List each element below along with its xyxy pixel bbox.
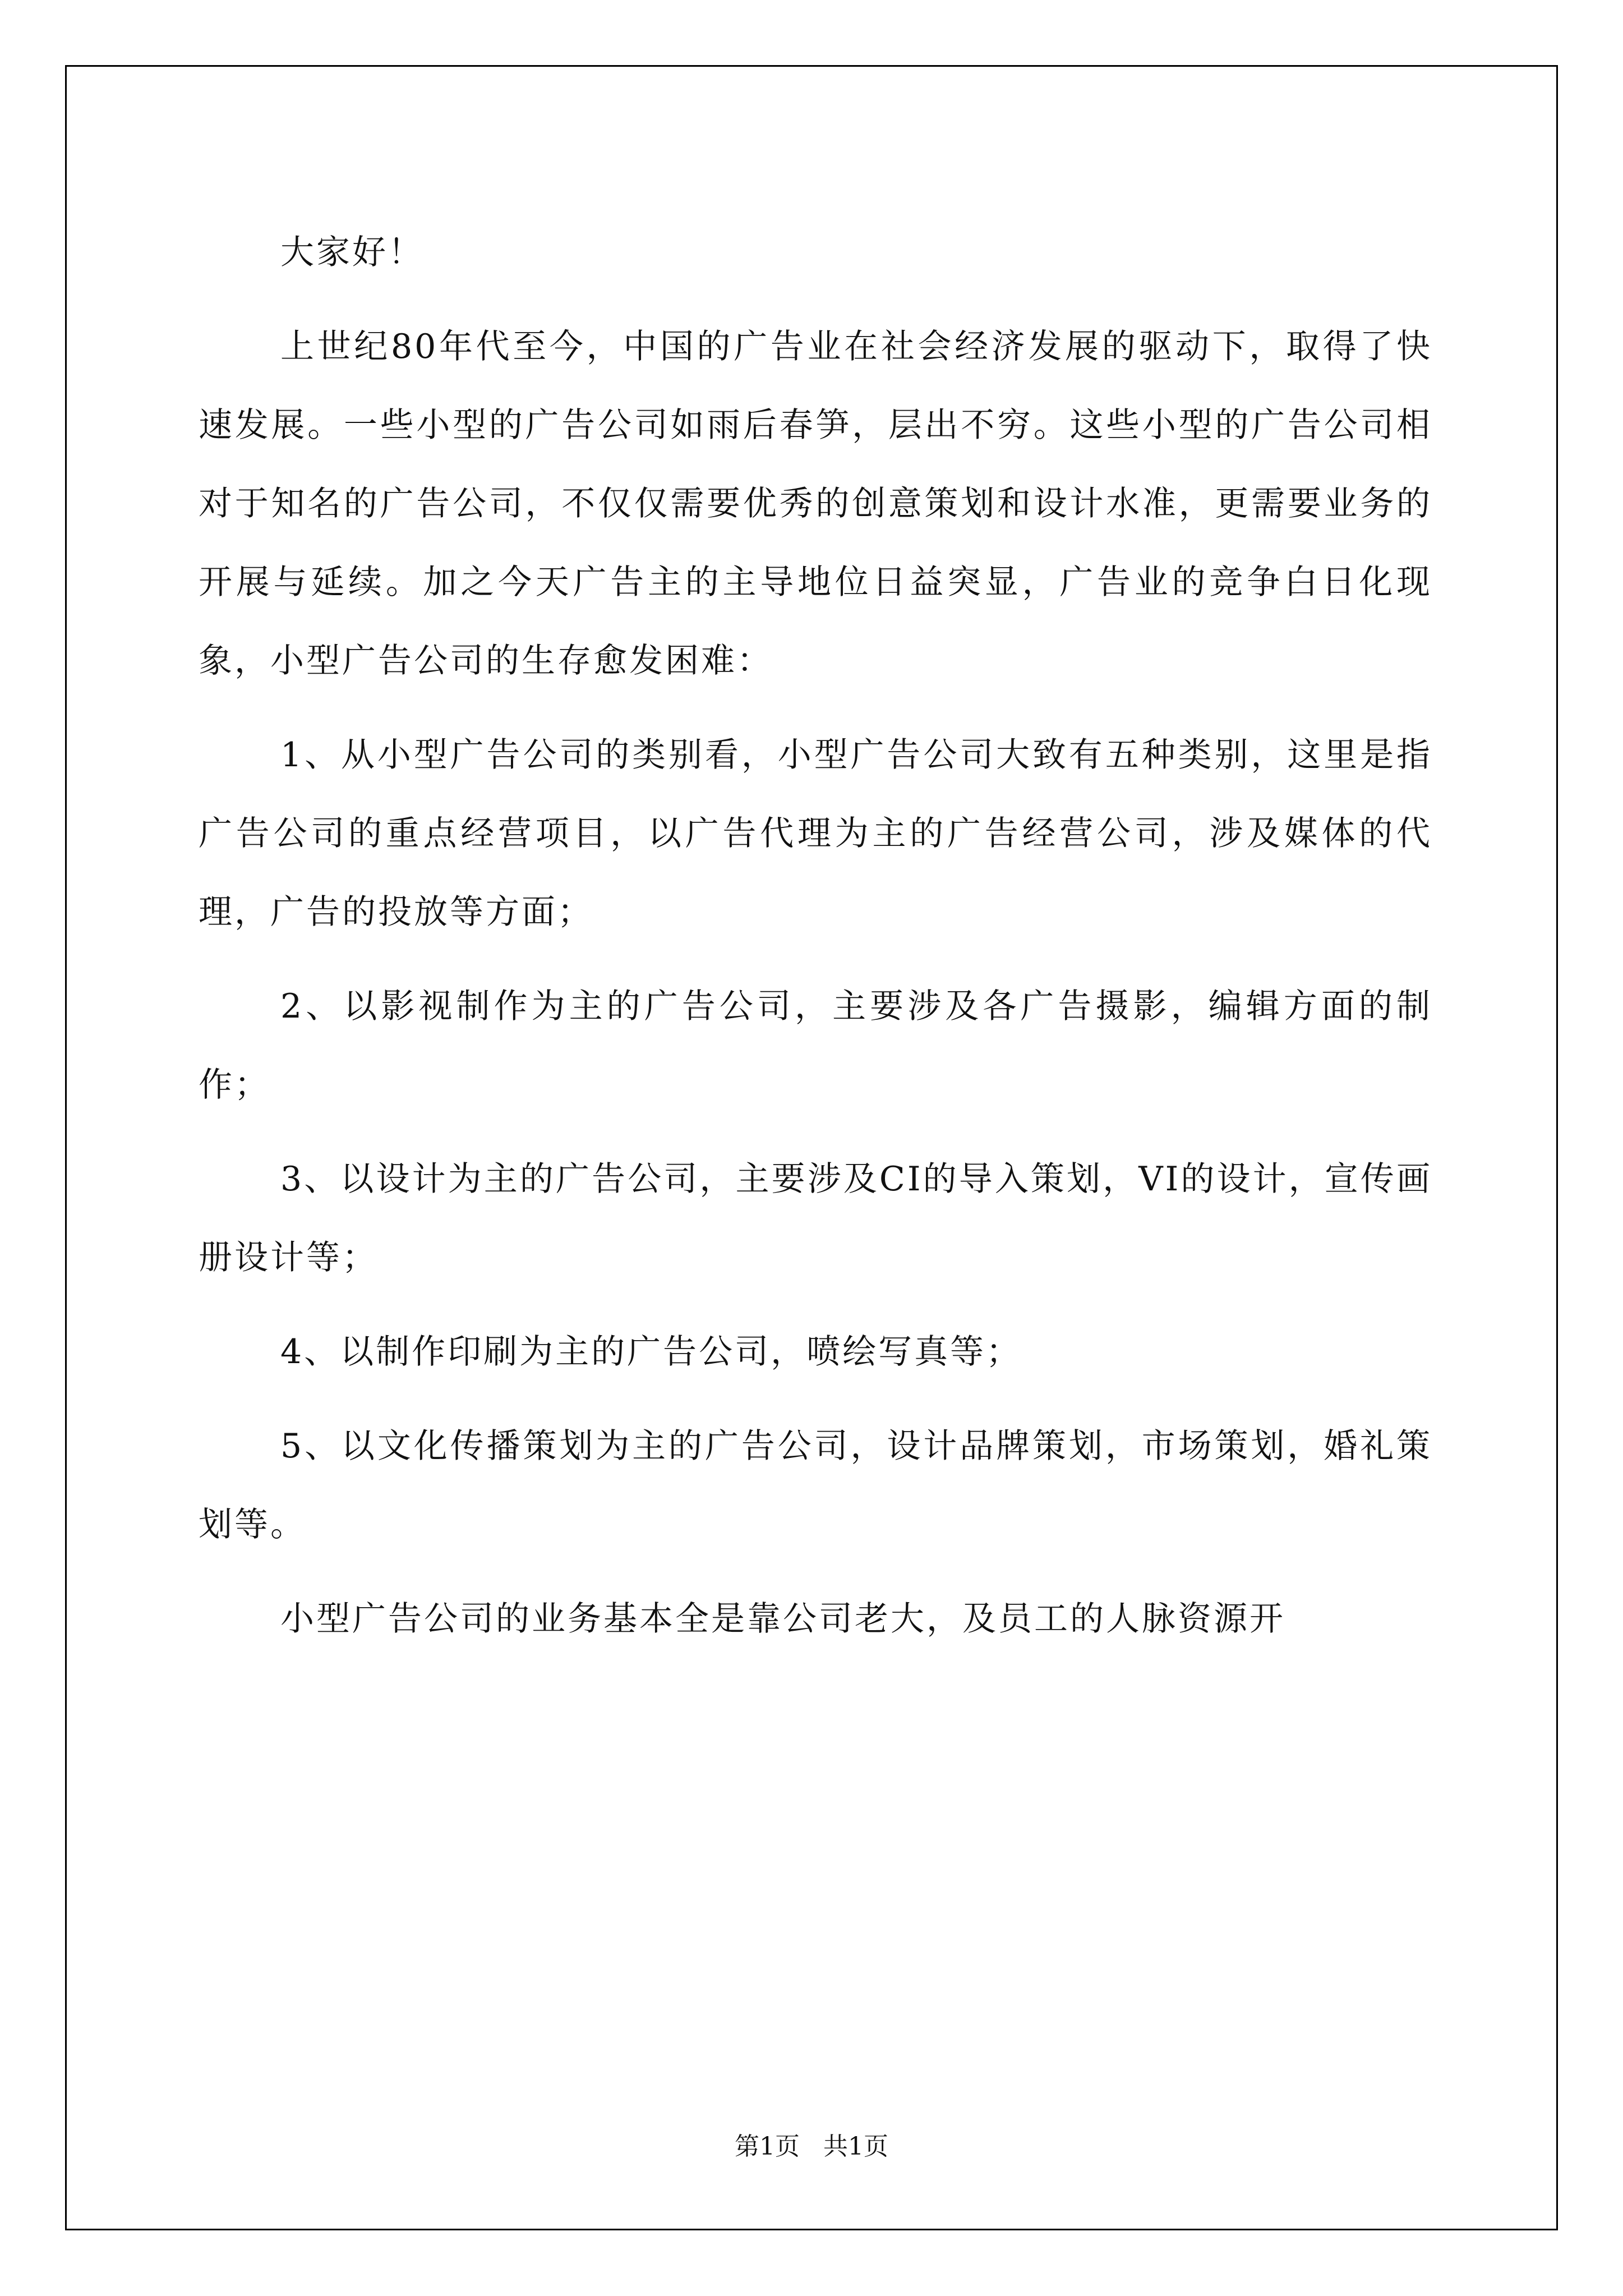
paragraph-item-1: 1、从小型广告公司的类别看，小型广告公司大致有五种类别，这里是指广告公司的重点经营项目，以广告代理为主的广告经营公司，涉及媒体的代理，广告的投放等方面； [199, 735, 1432, 932]
paragraph-item-2: 2、以影视制作为主的广告公司，主要涉及各广告摄影，编辑方面的制作； [199, 987, 1432, 1105]
paragraph-item-4: 4、以制作印刷为主的广告公司，喷绘写真等； [280, 1332, 1022, 1372]
document-body [199, 213, 1432, 1674]
paragraph-greeting: 大家好！ [280, 233, 424, 272]
paragraph-intro: 上世纪80年代至今，中国的广告业在社会经济发展的驱动下，取得了快速发展。一些小型的广告公司如雨后春笋，层出不穷。这些小型的广告公司相对于知名的广告公司，不仅仅需要优秀的创意策划和设计水准，更需要业务的开展与延续。加之今天广告主的主导地位日益突显，广告业的竞争白日化现象，小型广告公司的生存愈发困难： [199, 327, 1432, 680]
page-number-footer: 第1页 共1页 [735, 2132, 888, 2161]
paragraph-business: 小型广告公司的业务基本全是靠公司老大，及员工的人脉资源开 [280, 1599, 1285, 1639]
paragraph-item-3: 3、以设计为主的广告公司，主要涉及CI的导入策划，VI的设计，宣传画册设计等； [199, 1159, 1432, 1277]
paragraph-item-5: 5、以文化传播策划为主的广告公司，设计品牌策划，市场策划，婚礼策划等。 [199, 1427, 1432, 1544]
